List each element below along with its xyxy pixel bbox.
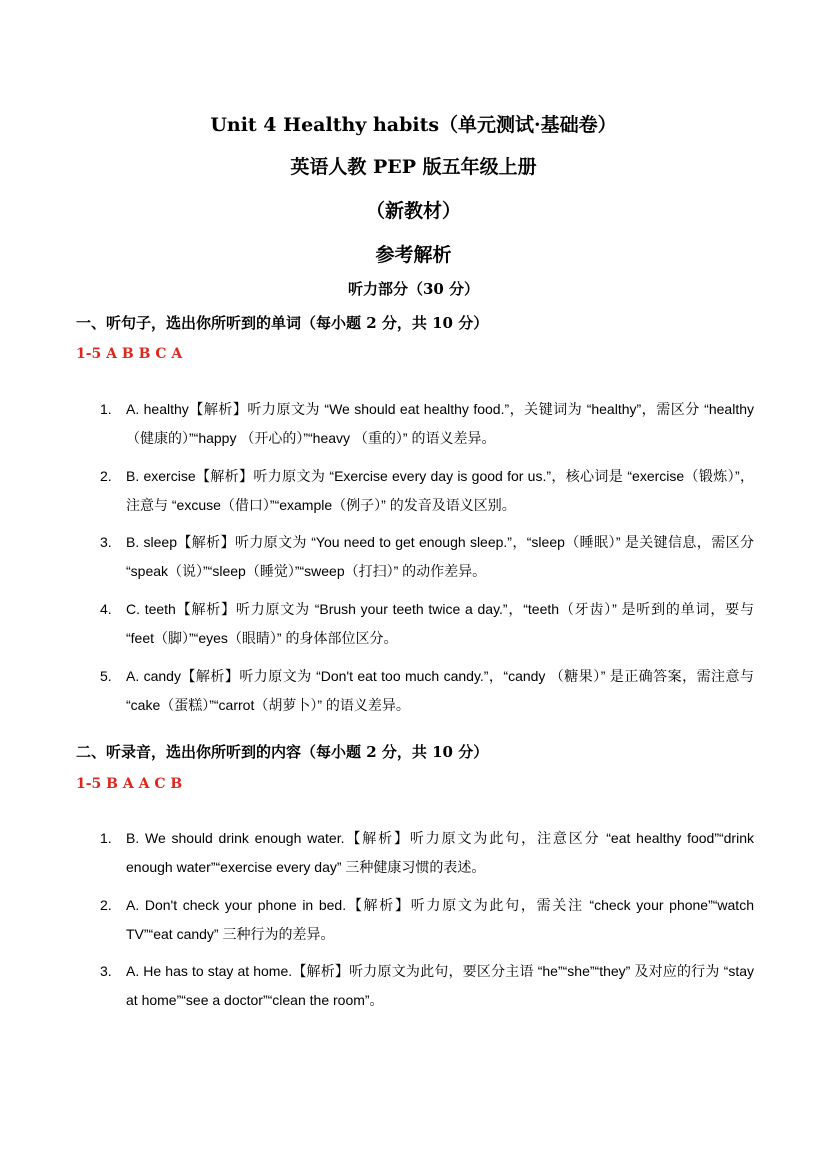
item-explanation: B. exercise【解析】听力原文为 “Exercise every day is good for us.”，核心词是 “exercise（锻炼）”，注意与 “excuse（借口）”“example（例子）” 的发音及语义区别。 (126, 468, 754, 513)
list-item (100, 528, 754, 586)
list-item (100, 891, 754, 949)
item-number: 5. (100, 668, 112, 684)
document-title: Unit 4 Healthy habits（单元测试·基础卷） (210, 114, 617, 136)
item-explanation: B. We should drink enough water.【解析】听力原文为此句，注意区分 “eat healthy food”“drink enough water”“exercise every day” 三种健康习惯的表述。 (126, 830, 754, 875)
answer-key-heading: 参考解析 (375, 244, 452, 266)
list-item (100, 824, 754, 882)
item-explanation: B. sleep【解析】听力原文为 “You need to get enough sleep.”，“sleep（睡眠）” 是关键信息，需区分 “speak（说）”“sleep（睡觉）”“sweep（打扫）” 的动作差异。 (126, 534, 754, 579)
item-explanation: A. He has to stay at home.【解析】听力原文为此句，要区分主语 “he”“she”“they” 及对应的行为 “stay at home”“see a doctor”“clean the room”。 (126, 963, 754, 1008)
item-explanation: A. Don't check your phone in bed.【解析】听力原文为此句，需关注 “check your phone”“watch TV”“eat candy” 三种行为的差异。 (126, 897, 754, 942)
item-number: 3. (100, 534, 112, 550)
item-number: 3. (100, 963, 112, 979)
answer-summary: 1-5 A B B C A (76, 346, 183, 362)
item-explanation: A. candy【解析】听力原文为 “Don't eat too much candy.”，“candy （糖果）” 是正确答案，需注意与 “cake（蛋糕）”“carrot（胡萝卜）” 的语义差异。 (126, 668, 754, 713)
item-number: 2. (100, 897, 112, 913)
list-item (100, 957, 754, 1015)
edition-label: （新教材） (365, 200, 461, 222)
answer-summary: 1-5 B A A C B (76, 776, 183, 792)
item-number: 2. (100, 468, 112, 484)
section-heading: 一、听句子，选出你所听到的单词（每小题 2 分，共 10 分） (76, 314, 489, 332)
item-explanation: C. teeth【解析】听力原文为 “Brush your teeth twice a day.”，“teeth（牙齿）” 是听到的单词，要与 “feet（脚）”“eyes（眼睛）” 的身体部位区分。 (126, 601, 754, 646)
list-item (100, 662, 754, 720)
section-heading: 二、听录音，选出你所听到的内容（每小题 2 分，共 10 分） (76, 743, 489, 761)
listening-part-heading: 听力部分（30 分） (347, 280, 480, 298)
item-number: 4. (100, 601, 112, 617)
list-item (100, 595, 754, 653)
item-number: 1. (100, 830, 112, 846)
item-explanation: A. healthy【解析】听力原文为 “We should eat healthy food.”，关键词为 “healthy”，需区分 “healthy（健康的）”“happy （开心的）”“heavy （重的）” 的语义差异。 (126, 401, 754, 446)
item-number: 1. (100, 401, 112, 417)
document-subtitle: 英语人教 PEP 版五年级上册 (290, 156, 537, 178)
list-item (100, 462, 754, 520)
list-item (100, 395, 754, 453)
